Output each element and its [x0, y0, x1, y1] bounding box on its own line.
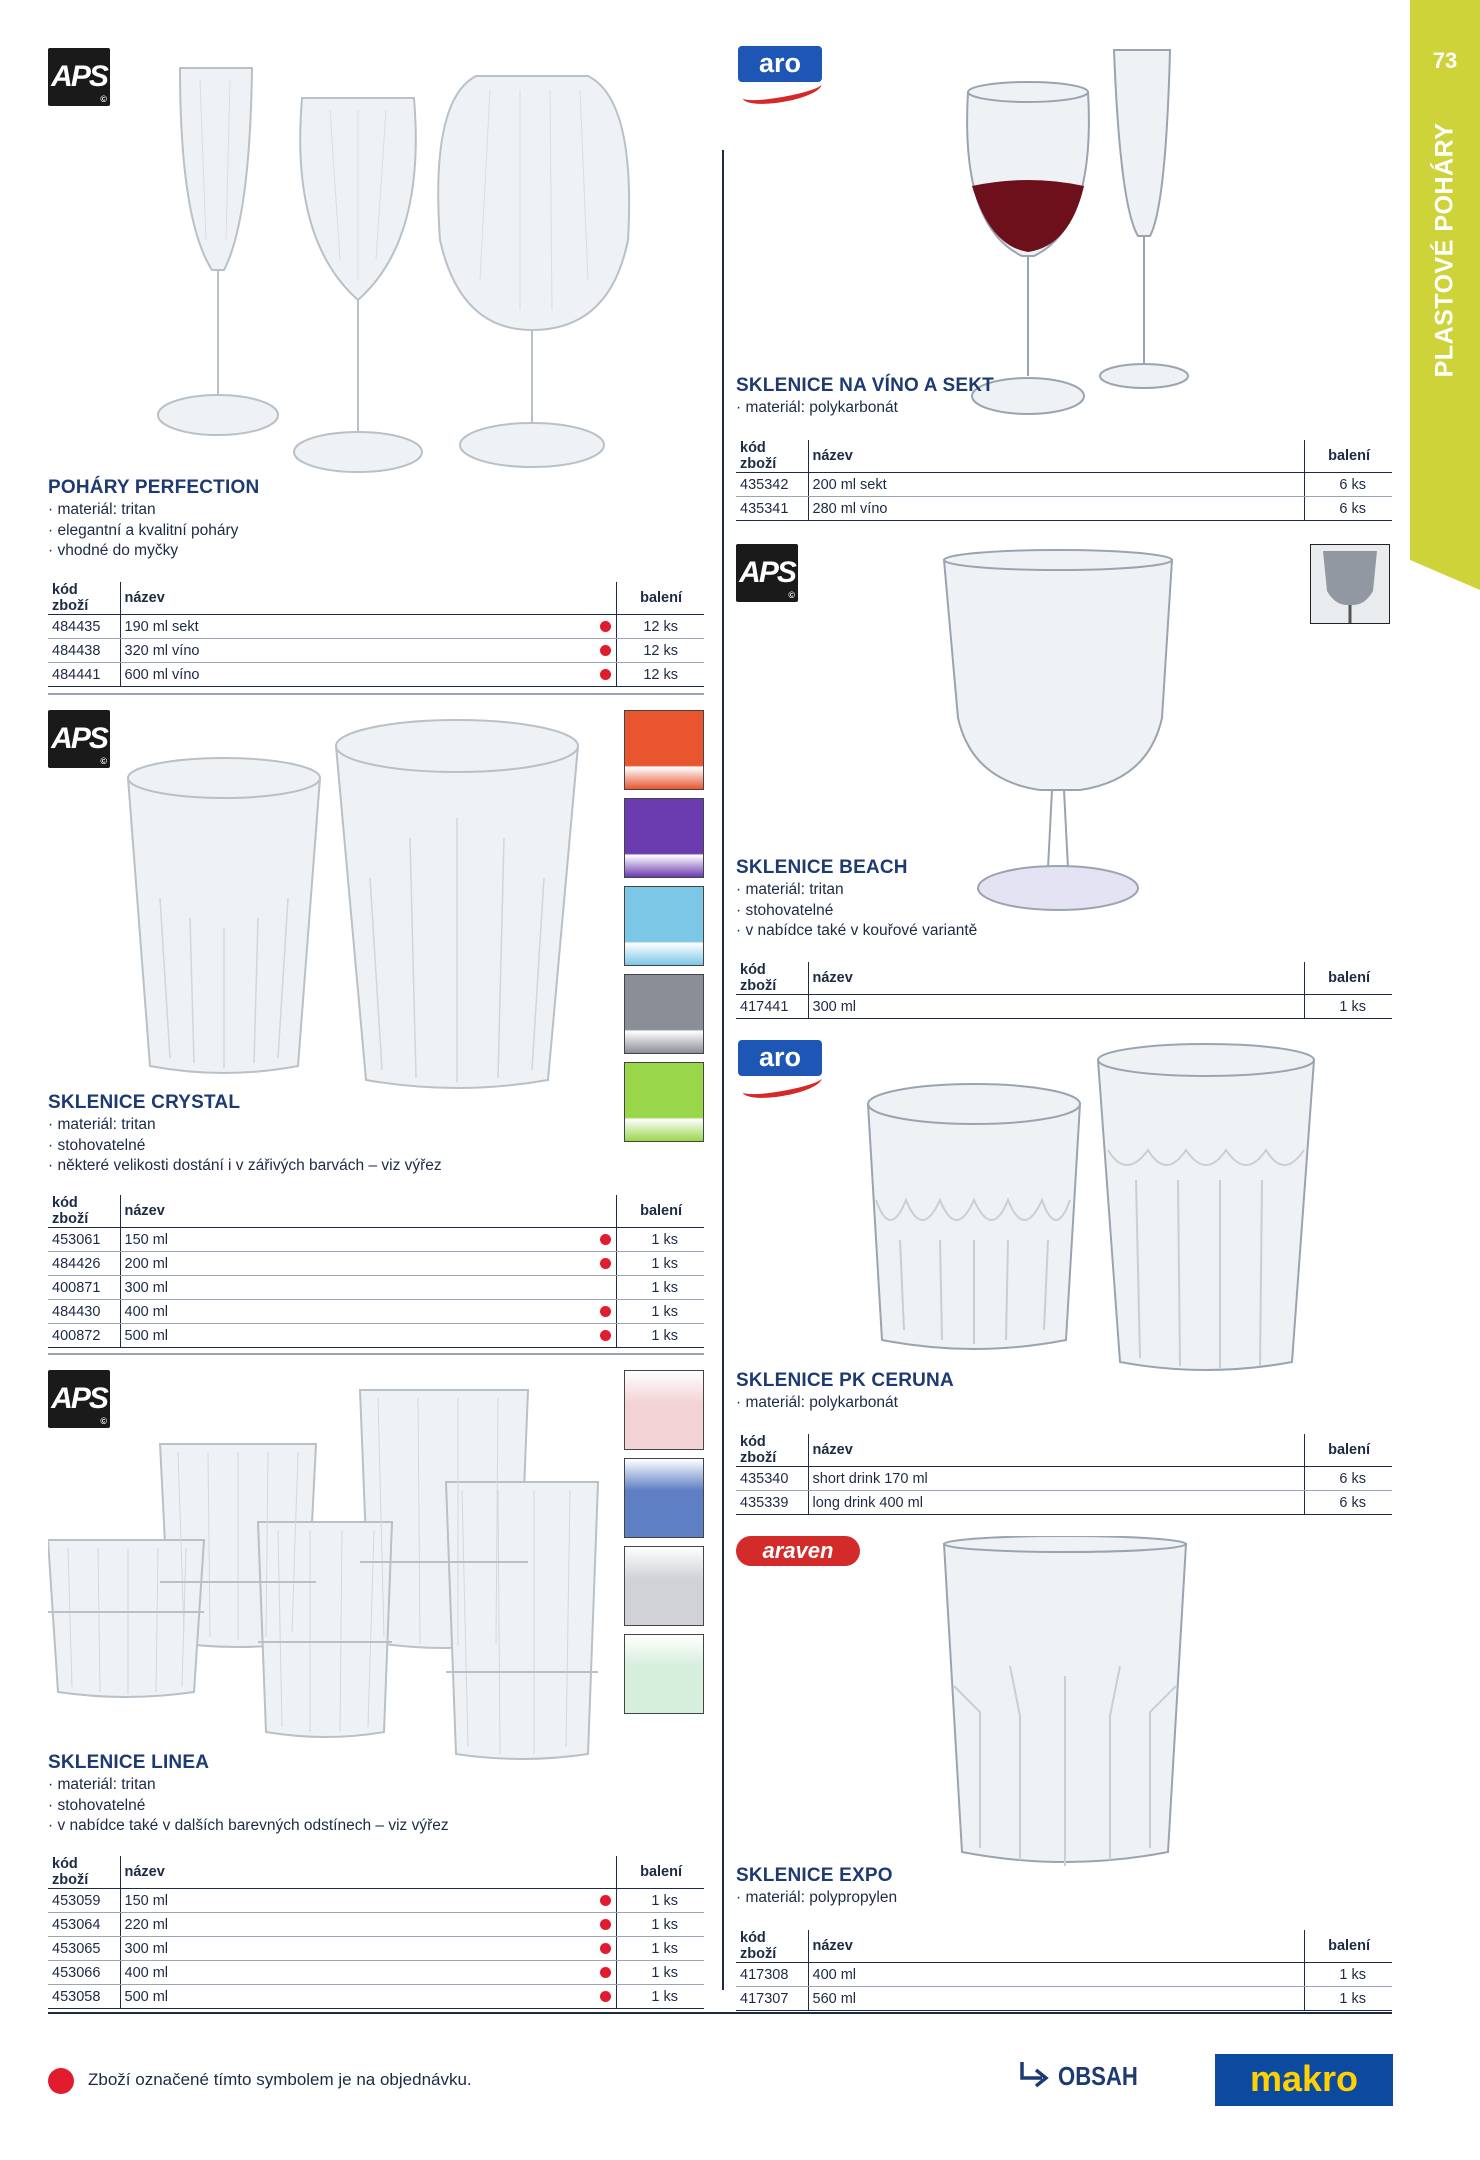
col-pack: balení — [1304, 1930, 1392, 1963]
table-row: 453061 150 ml 1 ks — [48, 1228, 704, 1252]
column-divider — [722, 150, 724, 1990]
feature-item: · některé velikosti dostání i v zářivých barvách – viz výřez — [48, 1156, 442, 1177]
toc-label: OBSAH — [1058, 2060, 1138, 2091]
beach-table — [736, 962, 1392, 1019]
section-title-text: PLASTOVÉ POHÁRY — [1430, 122, 1459, 378]
color-swatch-2 — [624, 1458, 704, 1538]
feature-item: · v nabídce také v kouřové variantě — [736, 921, 977, 942]
araven-logo: araven — [736, 1536, 860, 1566]
table-row: 435340 short drink 170 ml 6 ks — [736, 1467, 1392, 1491]
makro-logo: makro — [1215, 2054, 1393, 2106]
feature-item: · v nabídce také v dalších barevných odstínech – viz výřez — [48, 1816, 449, 1837]
footer-note: Zboží označené tímto symbolem je na objednávku. — [88, 2070, 472, 2089]
linea-table — [48, 1856, 704, 2009]
table-row: 484430 400 ml 1 ks — [48, 1300, 704, 1324]
table-row: 400872 500 ml 1 ks — [48, 1324, 704, 1348]
aro-logo: aro — [738, 46, 822, 104]
table-row: 417308 400 ml 1 ks — [736, 1963, 1392, 1987]
order-dot-icon — [600, 1234, 611, 1245]
ceruna-glasses-photo — [860, 1040, 1320, 1380]
perfection-title: POHÁRY PERFECTION — [48, 477, 260, 498]
order-dot-icon — [600, 1967, 611, 1978]
ceruna-title: SKLENICE PK CERUNA — [736, 1370, 954, 1391]
table-row: 453065 300 ml 1 ks — [48, 1937, 704, 1961]
order-dot-icon — [600, 669, 611, 680]
table-row: 453064 220 ml 1 ks — [48, 1913, 704, 1937]
feature-item: · materiál: tritan — [736, 880, 977, 901]
col-pack: balení — [1304, 1434, 1392, 1467]
col-name: název — [120, 1856, 596, 1889]
smoky-variant-swatch — [1310, 544, 1390, 624]
order-dot-icon — [600, 621, 611, 632]
ceruna-features — [736, 1393, 898, 1414]
ceruna-table — [736, 1434, 1392, 1515]
order-dot-icon — [600, 1919, 611, 1930]
arrow-return-icon — [1016, 2058, 1052, 2094]
feature-item: · materiál: tritan — [48, 500, 238, 521]
beach-glass-photo — [940, 548, 1180, 920]
feature-item: · vhodné do myčky — [48, 541, 238, 562]
crystal-title: SKLENICE CRYSTAL — [48, 1092, 241, 1113]
vino-sekt-title: SKLENICE NA VÍNO A SEKT — [736, 375, 994, 396]
col-code: kód zboží — [48, 582, 120, 615]
color-swatch-5 — [624, 1062, 704, 1142]
feature-item: · materiál: polykarbonát — [736, 398, 898, 419]
color-swatch-3 — [624, 886, 704, 966]
col-pack: balení — [616, 582, 704, 615]
table-row: 417441 300 ml 1 ks — [736, 995, 1392, 1019]
perfection-glasses-photo — [140, 60, 640, 480]
table-row: 484438 320 ml víno 12 ks — [48, 639, 704, 663]
order-dot-icon — [600, 645, 611, 656]
perfection-table — [48, 582, 704, 687]
feature-item: · stohovatelné — [48, 1136, 442, 1157]
aps-logo: APS © — [736, 544, 798, 602]
col-code: kód zboží — [736, 1930, 808, 1963]
table-row: 453066 400 ml 1 ks — [48, 1961, 704, 1985]
order-dot-icon — [600, 1330, 611, 1341]
section-title — [1395, 120, 1480, 380]
expo-glass-photo — [940, 1536, 1190, 1876]
feature-item: · materiál: tritan — [48, 1115, 442, 1136]
order-dot-icon — [600, 1895, 611, 1906]
feature-item: · materiál: tritan — [48, 1775, 449, 1796]
table-row: 417307 560 ml 1 ks — [736, 1987, 1392, 2011]
color-swatch-3 — [624, 1546, 704, 1626]
aro-logo: aro — [738, 1040, 822, 1098]
feature-item: · materiál: polypropylen — [736, 1888, 897, 1909]
table-row: 435342 200 ml sekt 6 ks — [736, 473, 1392, 497]
table-row: 484441 600 ml víno 12 ks — [48, 663, 704, 687]
crystal-table — [48, 1195, 704, 1348]
linea-glasses-photo — [48, 1382, 608, 1762]
col-code: kód zboží — [48, 1195, 120, 1228]
feature-item: · stohovatelné — [48, 1796, 449, 1817]
table-row: 435339 long drink 400 ml 6 ks — [736, 1491, 1392, 1515]
linea-title: SKLENICE LINEA — [48, 1752, 210, 1773]
order-dot-icon — [600, 1943, 611, 1954]
order-dot-icon — [600, 1306, 611, 1317]
expo-title: SKLENICE EXPO — [736, 1865, 893, 1886]
order-dot-icon — [48, 2068, 74, 2094]
expo-table — [736, 1930, 1392, 2011]
order-dot-icon — [600, 1991, 611, 2002]
aps-logo: APS © — [48, 48, 110, 106]
col-code: kód zboží — [736, 1434, 808, 1467]
col-pack: balení — [1304, 440, 1392, 473]
col-pack: balení — [616, 1856, 704, 1889]
col-code: kód zboží — [736, 962, 808, 995]
perfection-features — [48, 500, 238, 562]
feature-item: · elegantní a kvalitní poháry — [48, 521, 238, 542]
table-row: 400871 300 ml 1 ks — [48, 1276, 704, 1300]
feature-item: · materiál: polykarbonát — [736, 1393, 898, 1414]
col-code: kód zboží — [48, 1856, 120, 1889]
table-row: 435341 280 ml víno 6 ks — [736, 497, 1392, 521]
crystal-features — [48, 1115, 442, 1177]
divider — [48, 1353, 704, 1355]
linea-features — [48, 1775, 449, 1837]
col-name: název — [808, 1434, 1304, 1467]
vino-sekt-features — [736, 398, 898, 419]
color-swatch-2 — [624, 798, 704, 878]
beach-title: SKLENICE BEACH — [736, 857, 908, 878]
table-row: 453058 500 ml 1 ks — [48, 1985, 704, 2009]
divider — [48, 693, 704, 695]
col-pack: balení — [1304, 962, 1392, 995]
col-name: název — [120, 582, 596, 615]
table-row: 484426 200 ml 1 ks — [48, 1252, 704, 1276]
color-swatch-4 — [624, 974, 704, 1054]
color-swatch-1 — [624, 1370, 704, 1450]
toc-link[interactable] — [1016, 2056, 1152, 2096]
wine-sekt-glasses-photo — [960, 46, 1200, 426]
color-swatch-4 — [624, 1634, 704, 1714]
aps-logo: APS © — [48, 1370, 110, 1428]
order-dot-icon — [600, 1258, 611, 1269]
page-number: 73 — [1432, 48, 1458, 73]
expo-features — [736, 1888, 897, 1909]
col-pack: balení — [616, 1195, 704, 1228]
crystal-glasses-photo — [120, 718, 590, 1098]
table-row: 484435 190 ml sekt 12 ks — [48, 615, 704, 639]
vino-sekt-table — [736, 440, 1392, 521]
col-code: kód zboží — [736, 440, 808, 473]
aps-logo: APS © — [48, 710, 110, 768]
beach-features — [736, 880, 977, 942]
feature-item: · stohovatelné — [736, 901, 977, 922]
col-name: název — [808, 440, 1304, 473]
col-name: název — [120, 1195, 596, 1228]
table-row: 453059 150 ml 1 ks — [48, 1889, 704, 1913]
col-name: název — [808, 962, 1304, 995]
color-swatch-1 — [624, 710, 704, 790]
bottom-rule — [48, 2012, 1392, 2014]
col-name: název — [808, 1930, 1304, 1963]
